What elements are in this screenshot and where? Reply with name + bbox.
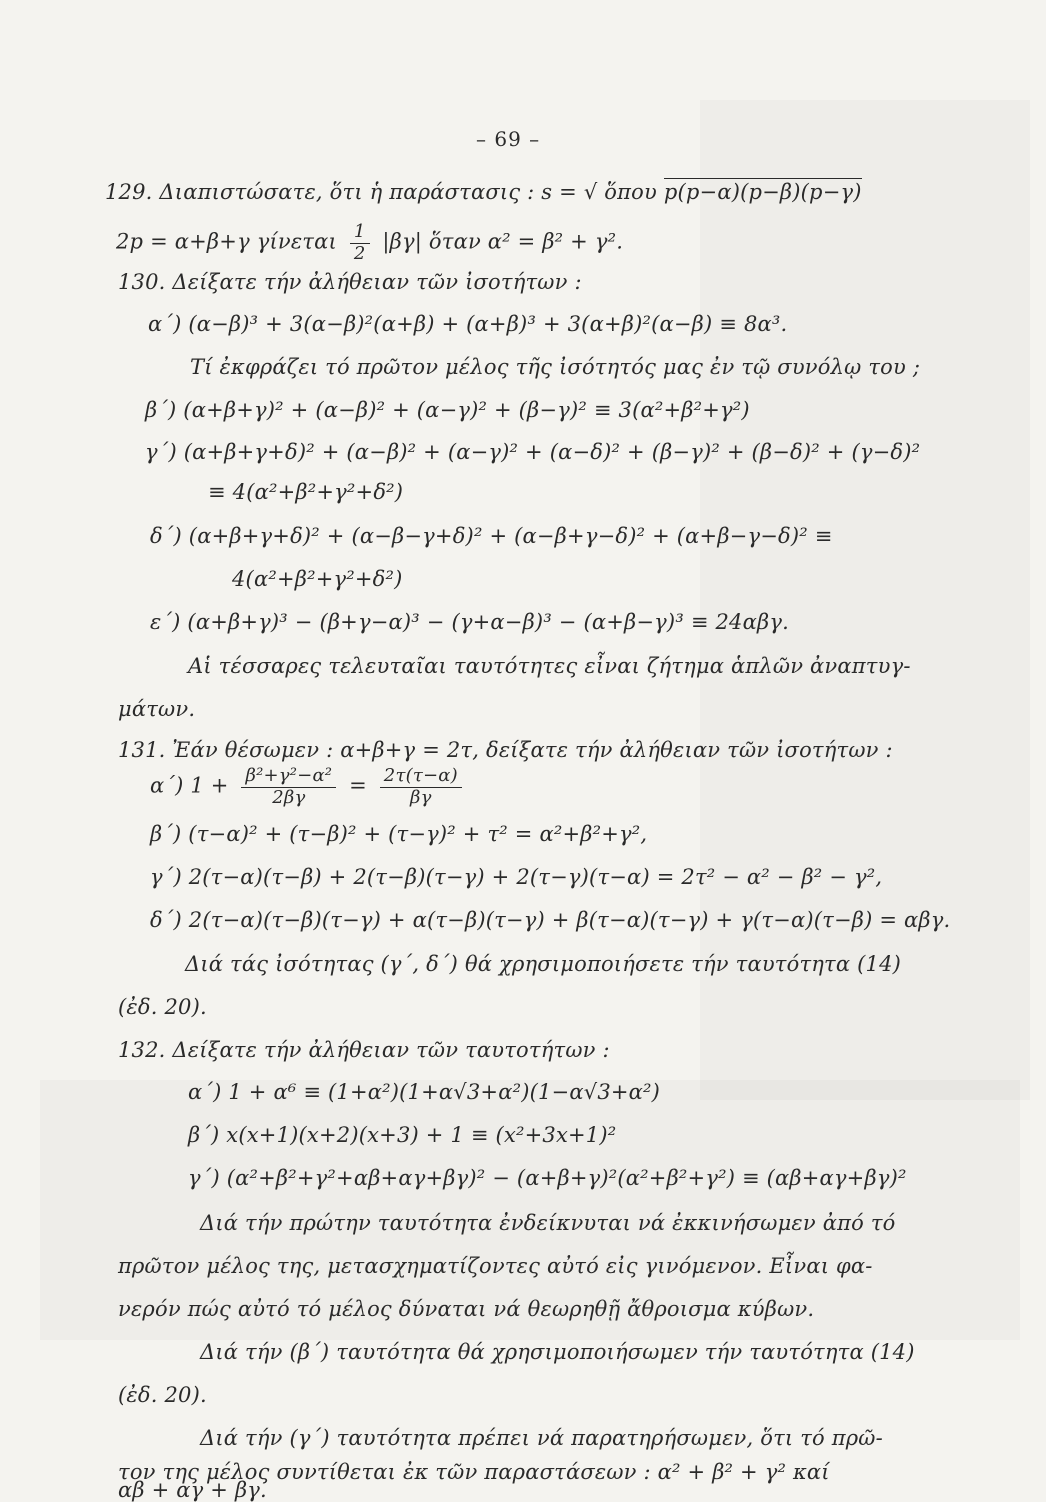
exercise-129-line-1: 129. Διαπιστώσατε, ὅτι ἡ παράστασις : s = √ ὅπου p(p−α)(p−β)(p−γ): [105, 180, 862, 204]
bleed-through-block: [700, 100, 1030, 1100]
hint-132-line-6: Διά τήν (γ΄) ταυτότητα πρέπει νά παρατηρήσωμεν, ὅτι τό πρῶ-: [200, 1426, 883, 1450]
hint-131-line-2: (ἐδ. 20).: [118, 995, 207, 1019]
exercise-131-heading: 131. Ἐάν θέσωμεν : α+β+γ = 2τ, δείξατε τήν ἀλήθειαν τῶν ἰσοτήτων :: [118, 738, 893, 762]
hint-132-line-7: τον της μέλος συντίθεται ἐκ τῶν παραστάσεων : α² + β² + γ² καί: [118, 1460, 830, 1484]
identity-131-d: δ΄) 2(τ−α)(τ−β)(τ−γ) + α(τ−β)(τ−γ) + β(τ−α)(τ−γ) + γ(τ−α)(τ−β) = αβγ.: [150, 908, 951, 932]
hint-132-line-3: νερόν πώς αὐτό τό μέλος δύναται νά θεωρηθῇ ἄθροισμα κύβων.: [118, 1297, 815, 1321]
radicand: p(p−α)(p−β)(p−γ): [663, 180, 862, 204]
fraction-right: $\frac{2\tau(\tau-\alpha)}{\beta\gamma}$: [380, 766, 462, 808]
hint-131-line-1: Διά τάς ἰσότητας (γ΄, δ΄) θά χρησιμοποιήσετε τήν ταυτότητα (14): [185, 952, 902, 976]
identity-130-a: α΄) (α−β)³ + 3(α−β)²(α+β) + (α+β)³ + 3(α+β)²(α−β) ≡ 8α³.: [148, 312, 788, 336]
identity-130-d-cont: 4(α²+β²+γ²+δ²): [232, 567, 403, 591]
exercise-132-heading: 132. Δείξατε τήν ἀλήθειαν τῶν ταυτοτήτων :: [118, 1038, 610, 1062]
identity-130-b: β΄) (α+β+γ)² + (α−β)² + (α−γ)² + (β−γ)² ≡ 3(α²+β²+γ²): [145, 398, 750, 422]
fraction-left: $\frac{\text{β²+γ²−α²}}{2\beta\gamma}$: [241, 766, 336, 808]
identity-130-c-cont: ≡ 4(α²+β²+γ²+δ²): [208, 480, 404, 504]
identity-132-a: α΄) 1 + α⁶ ≡ (1+α²)(1+α√3+α²)(1−α√3+α²): [188, 1080, 661, 1104]
hint-132-line-2: πρῶτον μέλος της, μετασχηματίζοντες αὐτό εἰς γινόμενον. Εἶναι φα-: [118, 1254, 873, 1278]
identity-130-c: γ΄) (α+β+γ+δ)² + (α−β)² + (α−γ)² + (α−δ)² + (β−γ)² + (β−δ)² + (γ−δ)²: [145, 440, 921, 464]
identity-131-c: γ΄) 2(τ−α)(τ−β) + 2(τ−β)(τ−γ) + 2(τ−γ)(τ−α) = 2τ² − α² − β² − γ²,: [150, 865, 883, 889]
hint-132-line-8: αβ + αγ + βγ.: [118, 1478, 267, 1502]
page-number: – 69 –: [476, 127, 541, 151]
hint-132-line-1: Διά τήν πρώτην ταυτότητα ἐνδείκνυται νά ἐκκινήσωμεν ἀπό τό: [200, 1211, 896, 1235]
identity-131-b: β΄) (τ−α)² + (τ−β)² + (τ−γ)² + τ² = α²+β²+γ²,: [150, 822, 648, 846]
exercise-130-heading: 130. Δείξατε τήν ἀλήθειαν τῶν ἰσοτήτων :: [118, 270, 582, 294]
identity-130-d: δ΄) (α+β+γ+δ)² + (α−β−γ+δ)² + (α−β+γ−δ)² + (α+β−γ−δ)² ≡: [150, 524, 833, 548]
identity-131-a: α΄) 1 + $\frac{\text{β²+γ²−α²}}{2\beta\gamma}$ = $\frac{2\tau(\tau-\alpha)}{\beta\gamma}$: [150, 766, 468, 808]
fraction-one-half: $\frac{1}{2}$: [350, 222, 370, 264]
identity-130-e: ε΄) (α+β+γ)³ − (β+γ−α)³ − (γ+α−β)³ − (α+β−γ)³ ≡ 24αβγ.: [150, 610, 789, 634]
question-line: Τί ἐκφράζει τό πρῶτον μέλος τῆς ἰσότητός μας ἐν τῷ συνόλῳ του ;: [190, 355, 921, 379]
exercise-129-line-2: 2p = α+β+γ γίνεται $\frac{1}{2}$ |βγ| ὅταν α² = β² + γ².: [116, 221, 624, 264]
identity-132-b: β΄) x(x+1)(x+2)(x+3) + 1 ≡ (x²+3x+1)²: [188, 1123, 617, 1147]
hint-132-line-4: Διά τήν (β΄) ταυτότητα θά χρησιμοποιήσωμεν τήν ταυτότητα (14): [200, 1340, 915, 1364]
remark-line-2: μάτων.: [118, 697, 196, 721]
remark-line-1: Αἱ τέσσαρες τελευταῖαι ταυτότητες εἶναι ζήτημα ἁπλῶν ἀναπτυγ-: [188, 654, 911, 678]
identity-132-c: γ΄) (α²+β²+γ²+αβ+αγ+βγ)² − (α+β+γ)²(α²+β²+γ²) ≡ (αβ+αγ+βγ)²: [188, 1166, 907, 1190]
hint-132-line-5: (ἐδ. 20).: [118, 1383, 207, 1407]
